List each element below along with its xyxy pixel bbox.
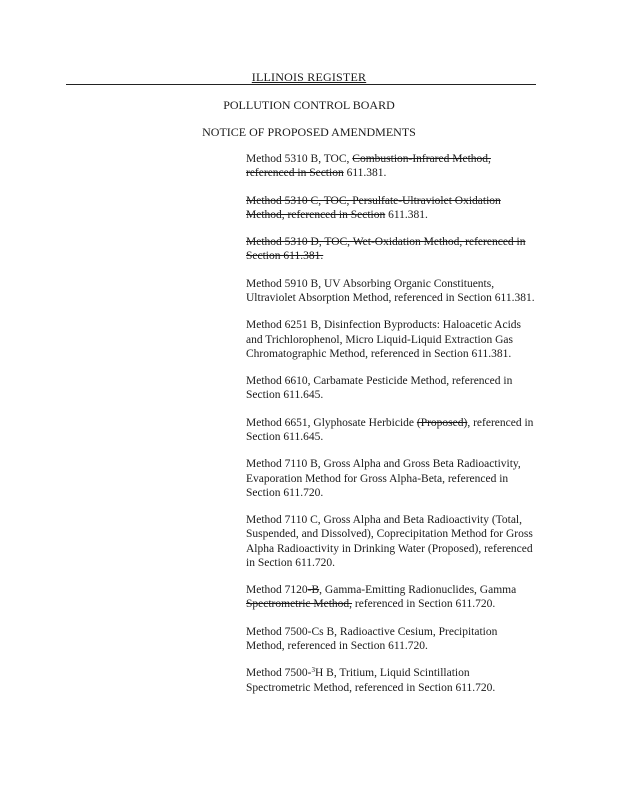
notice-title: NOTICE OF PROPOSED AMENDMENTS: [202, 125, 416, 139]
entry-text: Method 6251 B, Disinfection Byproducts: Haloacetic Acids and Trichlorophenol, Micro Liquid-Liquid Extraction Gas Chromatographic Method, referenced in Section 611.381.: [246, 319, 521, 360]
method-entry: [246, 194, 536, 222]
method-entry: [246, 416, 536, 444]
method-entry: [246, 152, 536, 180]
method-entry: [246, 625, 536, 653]
struck-text: Method 5310 C, TOC, Persulfate-Ultraviolet Oxidation Method, referenced in Section: [246, 194, 501, 221]
struck-text: -B: [307, 584, 320, 597]
struck-text: Spectrometric Method,: [246, 598, 353, 611]
entry-text: Method 5910 B, UV Absorbing Organic Constituents, Ultraviolet Absorption Method, referenced in Section 611.381.: [246, 277, 535, 304]
struck-text: Method 5310 D, TOC, Wet-Oxidation Method, referenced in Section 611.381.: [246, 236, 526, 263]
register-title-text: ILLINOIS REGISTER: [251, 70, 367, 84]
method-entry: [246, 277, 536, 305]
entry-text: referenced in Section 611.720.: [352, 598, 496, 611]
entry-text: , referenced in Section 611.645.: [246, 416, 534, 443]
method-entry: [246, 235, 536, 263]
method-entry: [246, 318, 536, 361]
header-rule: [66, 84, 536, 85]
entry-text: 611.381.: [343, 167, 387, 180]
superscript-text: 3: [311, 666, 315, 675]
struck-text: Combustion-Infrared Method, referenced in Section: [246, 153, 491, 180]
register-title: [0, 70, 618, 85]
entry-text: Method 7500-: [246, 667, 312, 680]
struck-text: (Proposed): [416, 416, 468, 429]
method-entry: [246, 513, 536, 570]
entry-text: Method 7500-Cs B, Radioactive Cesium, Precipitation Method, referenced in Section 611.720.: [246, 625, 498, 652]
method-entry: [246, 374, 536, 402]
entry-text: 611.381.: [385, 208, 428, 221]
board-title: POLLUTION CONTROL BOARD: [223, 98, 395, 112]
method-list: [246, 152, 536, 708]
entry-text: H B, Tritium, Liquid Scintillation Spectrometric Method, referenced in Section 611.720.: [246, 667, 496, 694]
entry-text: Method 6610, Carbamate Pesticide Method, referenced in Section 611.645.: [246, 375, 513, 402]
entry-text: Method 7110 B, Gross Alpha and Gross Beta Radioactivity, Evaporation Method for Gross Alpha-Beta, referenced in Section 611.720.: [246, 458, 521, 499]
entry-text: Method 6651, Glyphosate Herbicide: [246, 416, 417, 429]
entry-text: , Gamma-Emitting Radionuclides, Gamma: [319, 584, 517, 597]
entry-text: Method 5310 B, TOC,: [246, 153, 353, 165]
entry-text: Method 7120: [246, 584, 308, 597]
method-entry: [246, 583, 536, 611]
method-entry: [246, 457, 536, 500]
method-entry: [246, 666, 536, 694]
entry-text: Method 7110 C, Gross Alpha and Beta Radioactivity (Total, Suspended, and Dissolved), Coprecipitation Method for Gross Alpha Radioactivity in Drinking Water (Proposed), referenced in Section 611.720.: [246, 514, 533, 569]
